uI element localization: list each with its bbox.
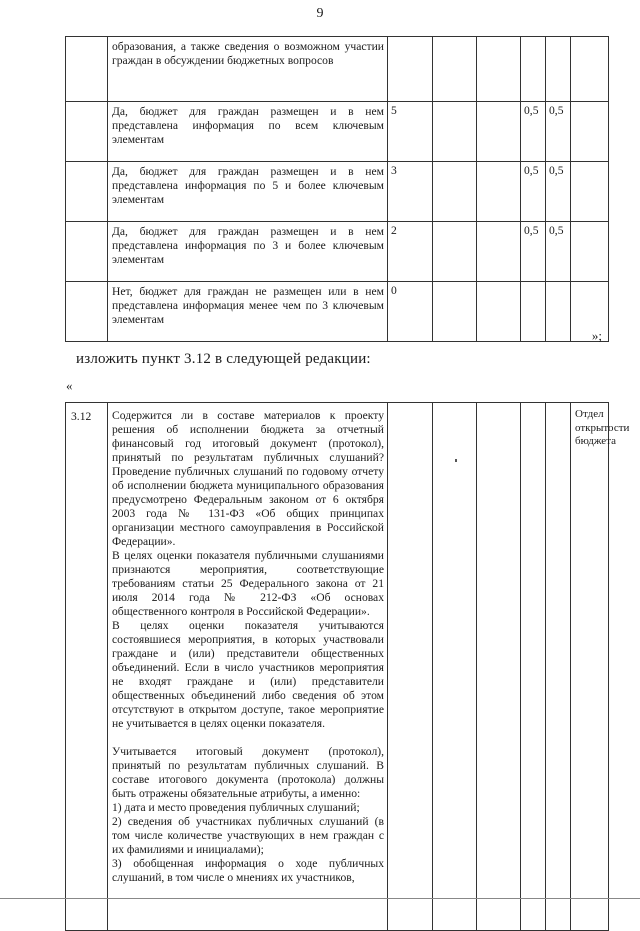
page-number: 9 <box>316 6 324 21</box>
table-row <box>66 403 609 931</box>
row-description: Да, бюджет для граждан размещен и в нем представлена информация по 5 и более ключевым элементам <box>108 162 388 222</box>
criterion-paragraph: Учитывается итоговый документ (протокол), принятый по результатам публичных слушаний. В составе итогового документа (протокола) должны быть отражены обязательные атрибуты, а именно: <box>112 745 384 800</box>
table-row <box>66 37 609 102</box>
criterion-list-item: 2) сведения об участниках публичных слушаний (в том числе количестве участвующих в нем граждан с их фамилиями и инициалами); <box>112 815 384 856</box>
criteria-table-continuation <box>65 36 609 342</box>
row-description: образования, а также сведения о возможном участии граждан в обсуждении бюджетных вопросов <box>108 37 388 102</box>
amendment-instruction: изложить пункт 3.12 в следующей редакции: <box>76 351 371 367</box>
responsible-unit: Отдел открытости бюджета <box>571 403 609 931</box>
criterion-paragraph: Содержится ли в составе материалов к проекту решения об исполнении бюджета за отчетный финансовый год итоговый документ (протокол), принятый по результатам публичных слушаний? Проведение публичных слушаний по годовому отчету об исполнении бюджета муниципального образования предусмотрено Федеральным законом от 6 октября 2003 года № 131-ФЗ «Об общих принципах организации местного самоуправления в Российской Федерации». <box>112 409 384 548</box>
score-cell: 0 <box>388 282 433 342</box>
coef-cell: 0,5 <box>521 222 546 282</box>
row-description: Да, бюджет для граждан размещен и в нем представлена информация по всем ключевым элементам <box>108 102 388 162</box>
score-cell: 3 <box>388 162 433 222</box>
criteria-table-3-12 <box>65 402 630 931</box>
criterion-paragraph: В целях оценки показателя учитываются состоявшиеся мероприятия, в которых участвовали граждане и (или) представители общественных объединений. Если в число участников мероприятия не входят граждане и (или) представители общественных объединений либо сведения об этом отсутствуют в открытом доступе, такое мероприятие не учитывается в целях оценки показателя. <box>112 619 384 730</box>
score-cell: 5 <box>388 102 433 162</box>
criterion-list-item: 1) дата и место проведения публичных слушаний; <box>112 801 360 814</box>
row-description: Нет, бюджет для граждан не размещен или в нем представлена информация менее чем по 3 ключевым элементам <box>108 282 388 342</box>
page-bottom-rule <box>0 898 640 899</box>
criterion-list-item: 3) обобщенная информация о ходе публичных слушаний, в том числе о мнениях их участников, <box>112 857 384 884</box>
opening-quote: « <box>66 378 73 393</box>
table-row <box>66 102 609 162</box>
coef-cell <box>521 282 546 342</box>
coef-cell: 0,5 <box>546 102 571 162</box>
row-description: Да, бюджет для граждан размещен и в нем представлена информация по 3 и более ключевым элементам <box>108 222 388 282</box>
coef-cell: 0,5 <box>546 222 571 282</box>
closing-quote: »; <box>591 328 602 343</box>
coef-cell <box>546 282 571 342</box>
criterion-text <box>108 403 388 931</box>
criterion-paragraph: В целях оценки показателя публичными слушаниями признаются мероприятия, соответствующие требованиям статьи 25 Федерального закона от 21 июля 2014 года № 212-ФЗ «Об основах общественного контроля в Российской Федерации». <box>112 549 384 618</box>
coef-cell: 0,5 <box>521 162 546 222</box>
coef-cell: 0,5 <box>521 102 546 162</box>
table-row <box>66 162 609 222</box>
score-cell: 2 <box>388 222 433 282</box>
table-row <box>66 222 609 282</box>
coef-cell: 0,5 <box>546 162 571 222</box>
scan-speck <box>455 459 457 462</box>
table-row <box>66 282 609 342</box>
item-code: 3.12 <box>66 403 108 931</box>
